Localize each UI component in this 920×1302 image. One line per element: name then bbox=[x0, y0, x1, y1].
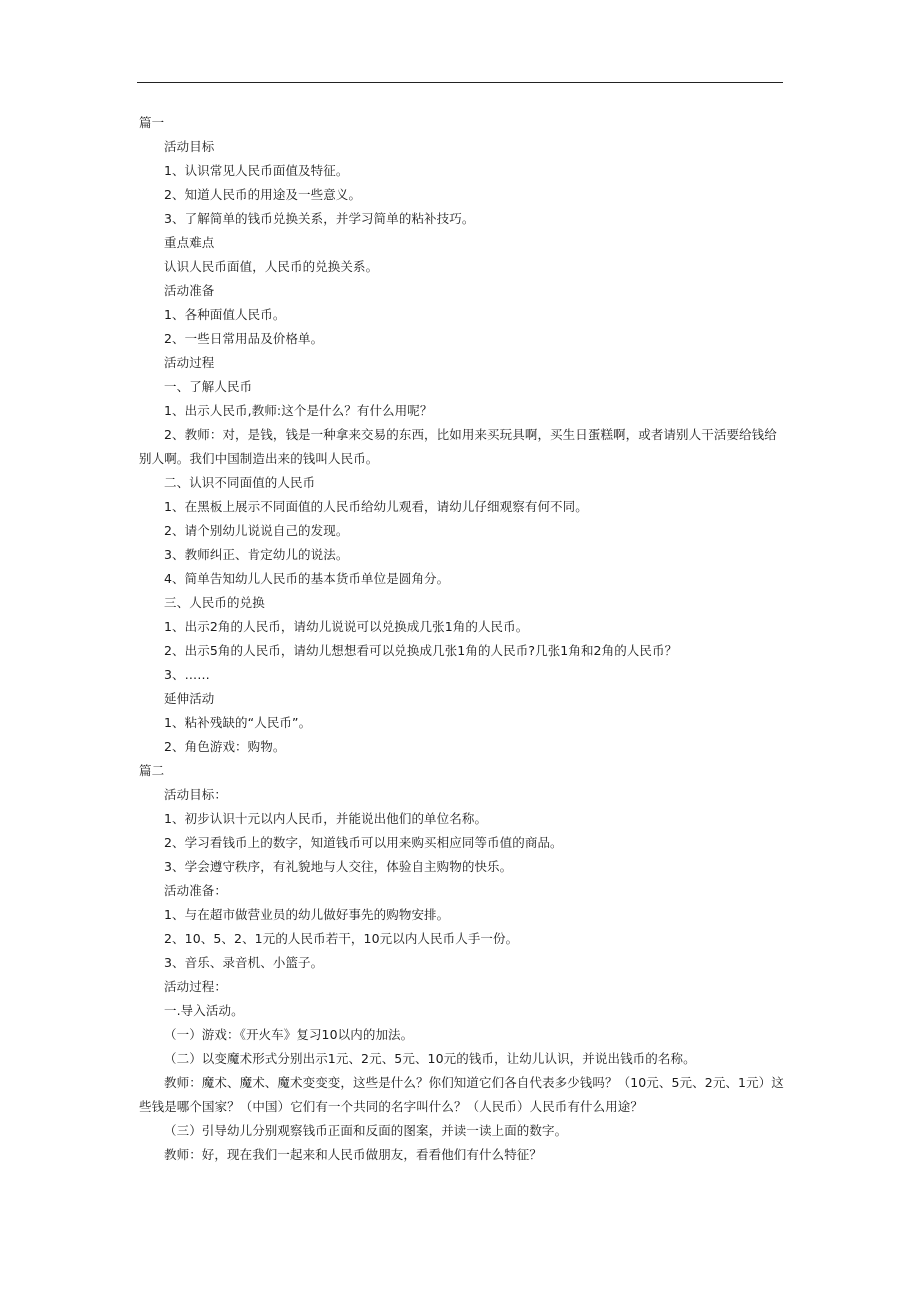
text-line: 1、初步认识十元以内人民币，并能说出他们的单位名称。 bbox=[164, 811, 488, 826]
text-line: 3、了解简单的钱币兑换关系，并学习简单的粘补技巧。 bbox=[164, 211, 475, 226]
text-line: 2、一些日常用品及价格单。 bbox=[164, 331, 324, 346]
text-line: 1、出示人民币,教师:这个是什么？有什么用呢？ bbox=[164, 403, 433, 418]
text-line: 三、人民币的兑换 bbox=[164, 595, 265, 610]
text-line: （三）引导幼儿分别观察钱币正面和反面的图案，并读一读上面的数字。 bbox=[164, 1123, 568, 1138]
text-line: 重点难点 bbox=[164, 235, 215, 250]
text-line: 3、教师纠正、肯定幼儿的说法。 bbox=[164, 547, 349, 562]
text-line: 活动过程： bbox=[164, 979, 228, 994]
text-line: 教师：好，现在我们一起来和人民币做朋友，看看他们有什么特征？ bbox=[164, 1147, 543, 1162]
text-line: 2、出示5角的人民币，请幼儿想想看可以兑换成几张1角的人民币?几张1角和2角的人民币？ bbox=[164, 643, 678, 658]
header-rule bbox=[137, 82, 783, 83]
text-line: 活动目标 bbox=[164, 139, 215, 154]
text-line: 3、学会遵守秩序，有礼貌地与人交往，体验自主购物的快乐。 bbox=[164, 859, 513, 874]
text-line: 1、出示2角的人民币，请幼儿说说可以兑换成几张1角的人民币。 bbox=[164, 619, 529, 634]
text-line: 一.导入活动。 bbox=[164, 1003, 244, 1018]
text-line: 2、角色游戏：购物。 bbox=[164, 739, 286, 754]
text-line: 活动目标： bbox=[164, 787, 228, 802]
text-paragraph: 2、教师：对，是钱，钱是一种拿来交易的东西，比如用来买玩具啊，买生日蛋糕啊，或者请别人干活要给钱给别人啊。我们中国制造出来的钱叫人民币。 bbox=[139, 427, 777, 466]
text-line: （一）游戏：《开火车》复习10以内的加法。 bbox=[164, 1027, 414, 1042]
text-line: 1、各种面值人民币。 bbox=[164, 307, 286, 322]
text-line: 1、认识常见人民币面值及特征。 bbox=[164, 163, 349, 178]
text-line: 一、了解人民币 bbox=[164, 379, 253, 394]
text-line: 1、粘补残缺的“人民币”。 bbox=[164, 715, 312, 730]
text-line: 活动准备 bbox=[164, 283, 215, 298]
text-paragraph: 教师：魔术、魔术、魔术变变变，这些是什么？你们知道它们各自代表多少钱吗？（10元、5元、2元、1元）这些钱是哪个国家？（中国）它们有一个共同的名字叫什么？（人民币）人民币有什么用途？ bbox=[139, 1075, 784, 1114]
text-line: 2、10、5、2、1元的人民币若干，10元以内人民币人手一份。 bbox=[164, 931, 519, 946]
text-line: 二、认识不同面值的人民币 bbox=[164, 475, 316, 490]
text-line: （二）以变魔术形式分别出示1元、2元、5元、10元的钱币，让幼儿认识，并说出钱币的名称。 bbox=[164, 1051, 696, 1066]
text-line: 3、音乐、录音机、小篮子。 bbox=[164, 955, 324, 970]
text-line: 4、简单告知幼儿人民币的基本货币单位是圆角分。 bbox=[164, 571, 450, 586]
text-line: 2、知道人民币的用途及一些意义。 bbox=[164, 187, 362, 202]
text-line: 2、学习看钱币上的数字，知道钱币可以用来购买相应同等币值的商品。 bbox=[164, 835, 563, 850]
section-title-part2: 篇二 bbox=[139, 763, 165, 778]
document-body bbox=[139, 111, 785, 1167]
text-line: 活动准备： bbox=[164, 883, 228, 898]
text-line: 1、与在超市做营业员的幼儿做好事先的购物安排。 bbox=[164, 907, 450, 922]
text-line: 认识人民币面值，人民币的兑换关系。 bbox=[164, 259, 379, 274]
text-line: 活动过程 bbox=[164, 355, 215, 370]
text-line: 延伸活动 bbox=[164, 691, 215, 706]
section-title-part1: 篇一 bbox=[139, 115, 165, 130]
text-line: 2、请个别幼儿说说自己的发现。 bbox=[164, 523, 349, 538]
text-line: 1、在黑板上展示不同面值的人民币给幼儿观看，请幼儿仔细观察有何不同。 bbox=[164, 499, 588, 514]
text-line: 3、…… bbox=[164, 667, 210, 682]
